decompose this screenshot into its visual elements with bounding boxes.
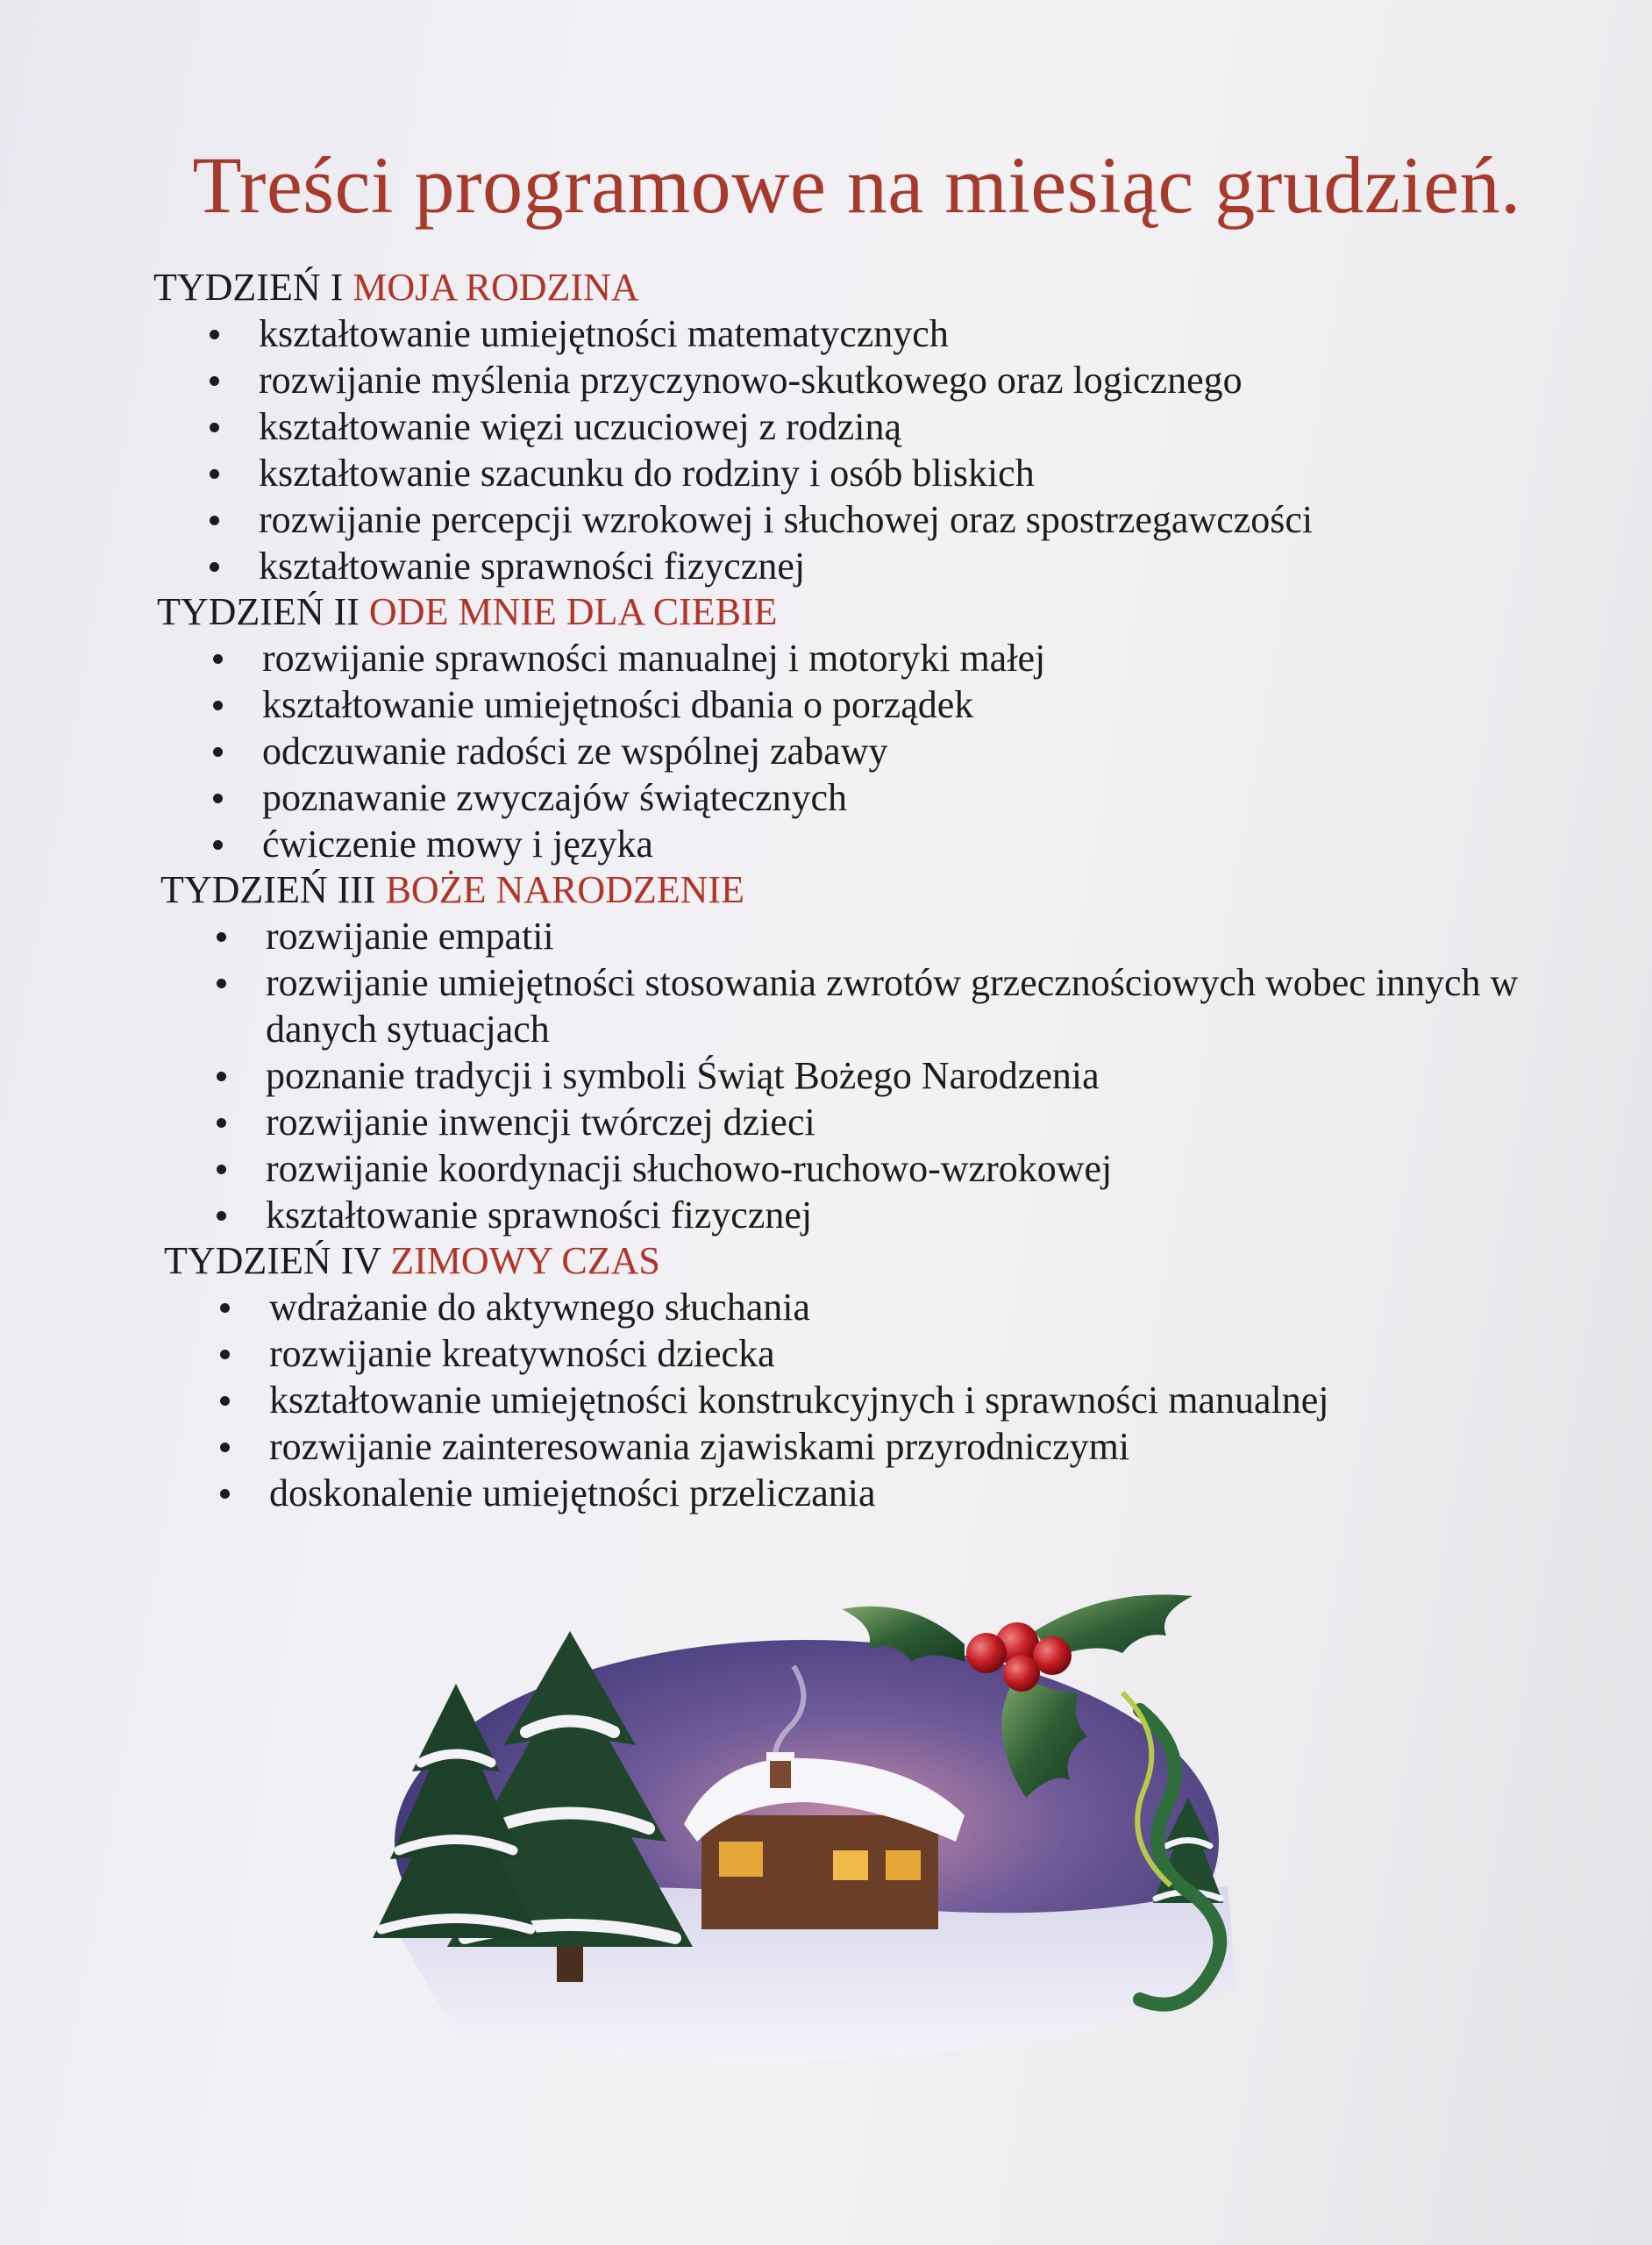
list-item: kształtowanie umiejętności matematycznych xyxy=(153,310,1521,357)
week-1-label: TYDZIEŃ I xyxy=(153,266,344,309)
week-2-section xyxy=(157,589,1521,867)
week-1-list xyxy=(153,310,1521,589)
list-item: odczuwanie radości ze wspólnej zabawy xyxy=(157,728,1521,774)
list-item: rozwijanie percepcji wzrokowej i słuchowej oraz spostrzegawczości xyxy=(153,496,1521,543)
winter-scene-illustration xyxy=(351,1579,1333,2105)
list-item: kształtowanie umiejętności dbania o porządek xyxy=(157,681,1521,728)
list-item: rozwijanie kreatywności dziecka xyxy=(164,1330,1521,1377)
list-item: rozwijanie inwencji twórczej dzieci xyxy=(160,1099,1521,1145)
list-item: rozwijanie zainteresowania zjawiskami przyrodniczymi xyxy=(164,1423,1521,1470)
list-item: kształtowanie szacunku do rodziny i osób bliskich xyxy=(153,450,1521,496)
week-4-section xyxy=(164,1238,1521,1516)
list-item: kształtowanie umiejętności konstrukcyjnych i sprawności manualnej xyxy=(164,1377,1521,1423)
week-4-heading xyxy=(164,1238,1521,1284)
week-3-list xyxy=(160,913,1521,1238)
week-1-section xyxy=(153,265,1521,589)
week-4-theme: ZIMOWY CZAS xyxy=(390,1239,660,1282)
list-item: ćwiczenie mowy i języka xyxy=(157,821,1521,867)
list-item: rozwijanie myślenia przyczynowo-skutkowego oraz logicznego xyxy=(153,357,1521,403)
list-item: kształtowanie sprawności fizycznej xyxy=(153,543,1521,589)
list-item: rozwijanie sprawności manualnej i motoryki małej xyxy=(157,635,1521,681)
week-3-theme: BOŻE NARODZENIE xyxy=(385,868,744,911)
list-item: rozwijanie empatii xyxy=(160,913,1521,959)
list-item: wdrażanie do aktywnego słuchania xyxy=(164,1284,1521,1330)
list-item: poznanie tradycji i symboli Świąt Bożego Narodzenia xyxy=(160,1052,1521,1099)
list-item: rozwijanie umiejętności stosowania zwrotów grzecznościowych wobec innych w danych sytuacjach xyxy=(160,959,1521,1052)
list-item: poznawanie zwyczajów świątecznych xyxy=(157,774,1521,821)
week-2-heading xyxy=(157,589,1521,635)
week-3-heading xyxy=(160,867,1521,913)
list-item: kształtowanie więzi uczuciowej z rodziną xyxy=(153,403,1521,450)
week-3-label: TYDZIEŃ III xyxy=(160,868,376,911)
week-3-section xyxy=(160,867,1521,1238)
page-title: Treści programowe na miesiąc grudzień. xyxy=(192,140,1521,230)
week-4-list xyxy=(164,1284,1521,1516)
week-1-heading xyxy=(153,265,1521,310)
week-2-label: TYDZIEŃ II xyxy=(157,590,360,633)
list-item: kształtowanie sprawności fizycznej xyxy=(160,1192,1521,1238)
list-item: rozwijanie koordynacji słuchowo-ruchowo-wzrokowej xyxy=(160,1145,1521,1192)
winter-scene-image xyxy=(351,1579,1333,2105)
program-content xyxy=(153,265,1521,1516)
week-1-theme: MOJA RODZINA xyxy=(352,266,639,309)
week-2-theme: ODE MNIE DLA CIEBIE xyxy=(368,590,778,633)
week-2-list xyxy=(157,635,1521,867)
list-item: doskonalenie umiejętności przeliczania xyxy=(164,1470,1521,1516)
week-4-label: TYDZIEŃ IV xyxy=(164,1239,381,1282)
